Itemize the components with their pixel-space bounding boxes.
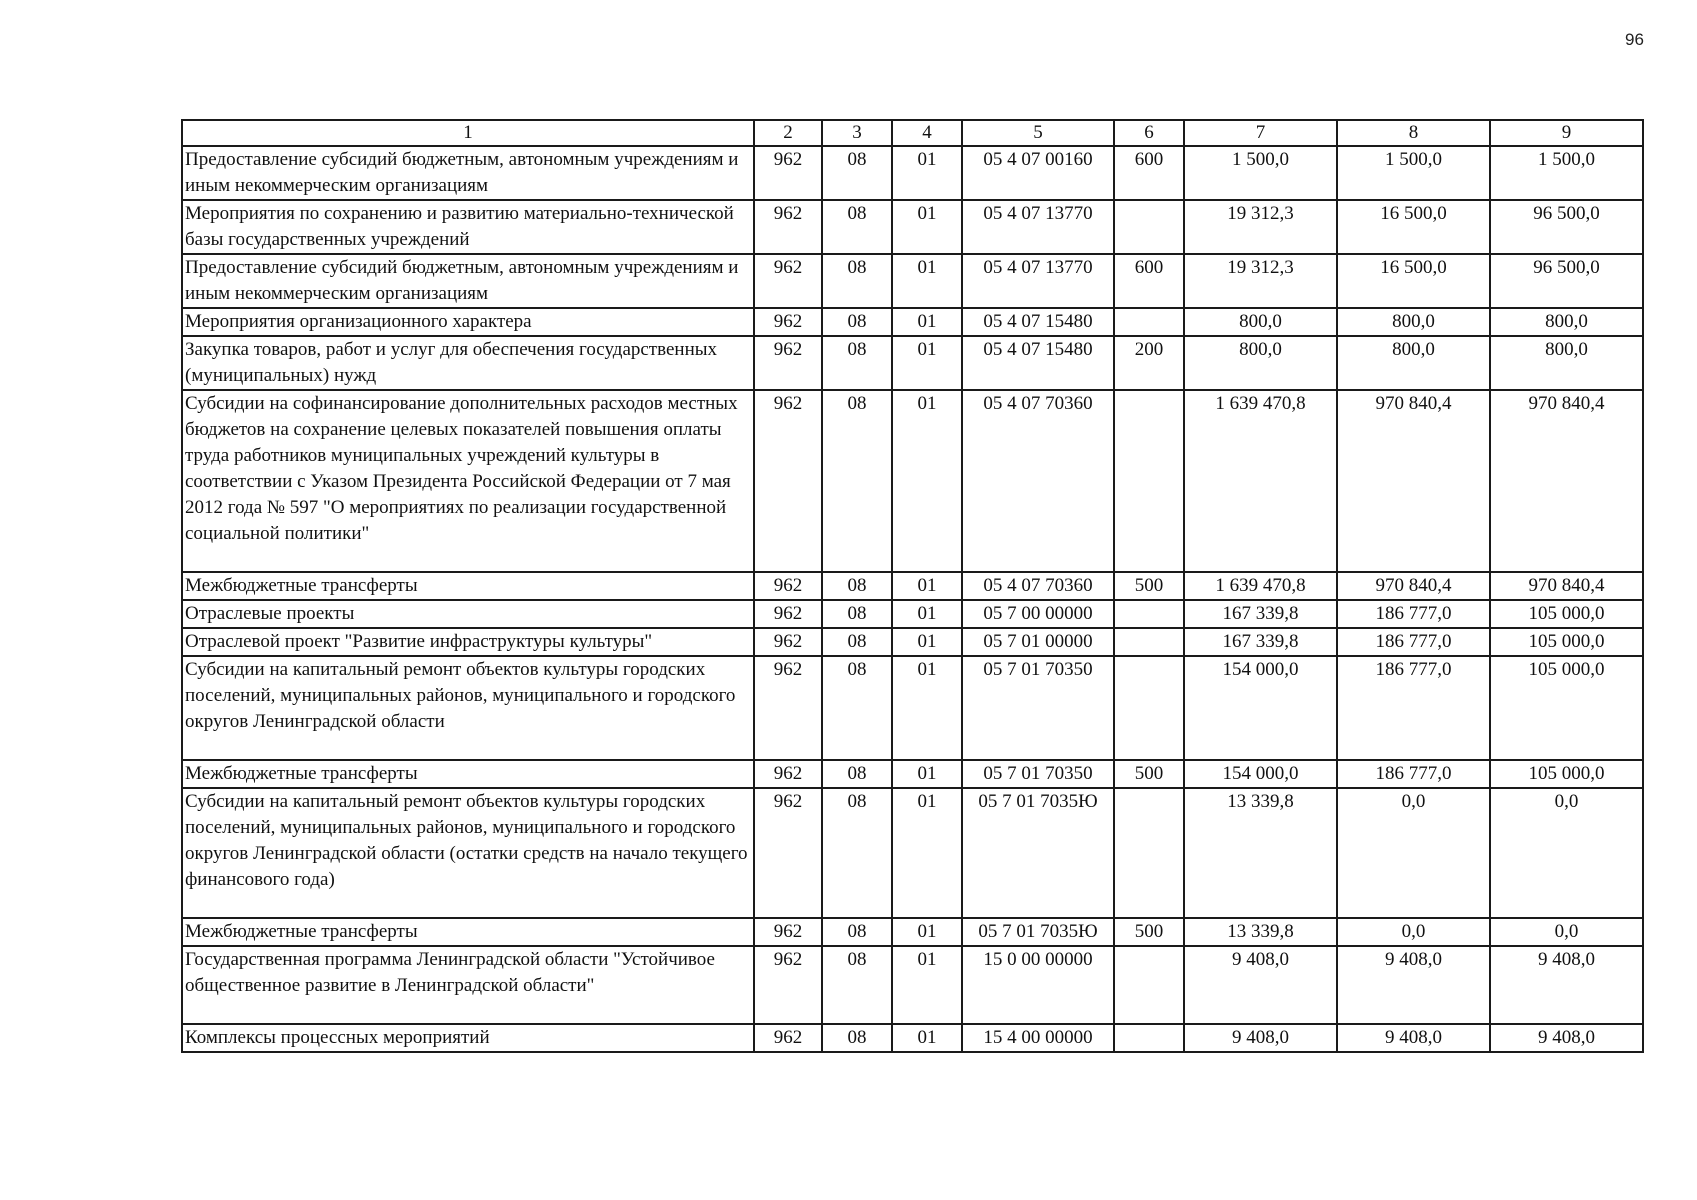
row-code-2: 962 — [754, 600, 822, 628]
row-name: Государственная программа Ленинградской области "Устойчивое общественное развитие в Ленинградской области" — [182, 946, 754, 1024]
row-code-6 — [1114, 656, 1184, 760]
row-value-7: 154 000,0 — [1184, 656, 1337, 760]
page-number: 96 — [1625, 30, 1644, 49]
row-code-5: 15 4 00 00000 — [962, 1024, 1114, 1052]
row-value-9: 105 000,0 — [1490, 656, 1643, 760]
row-code-2: 962 — [754, 788, 822, 918]
row-value-7: 13 339,8 — [1184, 788, 1337, 918]
header-cell: 9 — [1490, 120, 1643, 146]
row-code-3: 08 — [822, 336, 892, 390]
table-row — [182, 336, 1643, 390]
row-code-6: 600 — [1114, 254, 1184, 308]
row-value-7: 800,0 — [1184, 336, 1337, 390]
row-value-9: 800,0 — [1490, 336, 1643, 390]
table-row — [182, 146, 1643, 200]
row-name: Субсидии на капитальный ремонт объектов культуры городских поселений, муниципальных районов, муниципального и городского округов Ленинградской области (остатки средств на начало текущего финансового года) — [182, 788, 754, 918]
row-code-3: 08 — [822, 946, 892, 1024]
row-code-6 — [1114, 946, 1184, 1024]
row-value-9: 9 408,0 — [1490, 1024, 1643, 1052]
row-value-8: 0,0 — [1337, 788, 1490, 918]
row-value-8: 186 777,0 — [1337, 600, 1490, 628]
row-code-3: 08 — [822, 572, 892, 600]
row-code-3: 08 — [822, 788, 892, 918]
row-code-4: 01 — [892, 390, 962, 572]
row-value-7: 1 639 470,8 — [1184, 572, 1337, 600]
row-name: Межбюджетные трансферты — [182, 760, 754, 788]
row-code-3: 08 — [822, 390, 892, 572]
row-code-4: 01 — [892, 336, 962, 390]
row-name: Субсидии на софинансирование дополнительных расходов местных бюджетов на сохранение целевых показателей повышения оплаты труда работников муниципальных учреждений культуры в соответствии с Указом Президента Российской Федерации от 7 мая 2012 года № 597 "О мероприятиях по реализации государственной социальной политики" — [182, 390, 754, 572]
row-code-6 — [1114, 308, 1184, 336]
row-code-2: 962 — [754, 200, 822, 254]
row-code-2: 962 — [754, 308, 822, 336]
row-code-4: 01 — [892, 788, 962, 918]
row-value-7: 1 500,0 — [1184, 146, 1337, 200]
row-value-9: 9 408,0 — [1490, 946, 1643, 1024]
row-code-4: 01 — [892, 200, 962, 254]
header-cell: 6 — [1114, 120, 1184, 146]
header-cell: 4 — [892, 120, 962, 146]
header-cell: 5 — [962, 120, 1114, 146]
row-name: Комплексы процессных мероприятий — [182, 1024, 754, 1052]
row-code-6 — [1114, 600, 1184, 628]
row-code-2: 962 — [754, 336, 822, 390]
row-value-9: 1 500,0 — [1490, 146, 1643, 200]
row-name: Межбюджетные трансферты — [182, 572, 754, 600]
row-value-7: 19 312,3 — [1184, 254, 1337, 308]
row-code-4: 01 — [892, 946, 962, 1024]
row-code-3: 08 — [822, 760, 892, 788]
table-row — [182, 918, 1643, 946]
row-code-5: 05 7 00 00000 — [962, 600, 1114, 628]
row-code-6 — [1114, 788, 1184, 918]
row-code-4: 01 — [892, 572, 962, 600]
row-value-9: 105 000,0 — [1490, 760, 1643, 788]
row-value-7: 19 312,3 — [1184, 200, 1337, 254]
header-cell: 3 — [822, 120, 892, 146]
table-row — [182, 788, 1643, 918]
row-code-6: 500 — [1114, 918, 1184, 946]
row-name: Межбюджетные трансферты — [182, 918, 754, 946]
row-value-7: 13 339,8 — [1184, 918, 1337, 946]
row-value-8: 800,0 — [1337, 336, 1490, 390]
table-row — [182, 628, 1643, 656]
row-code-4: 01 — [892, 146, 962, 200]
row-code-5: 05 4 07 13770 — [962, 200, 1114, 254]
table-header-row — [182, 120, 1643, 146]
row-code-3: 08 — [822, 628, 892, 656]
row-value-9: 105 000,0 — [1490, 600, 1643, 628]
row-code-6: 500 — [1114, 760, 1184, 788]
row-code-3: 08 — [822, 918, 892, 946]
row-code-5: 15 0 00 00000 — [962, 946, 1114, 1024]
row-code-3: 08 — [822, 656, 892, 760]
row-code-5: 05 7 01 7035Ю — [962, 788, 1114, 918]
table-row — [182, 390, 1643, 572]
row-code-2: 962 — [754, 946, 822, 1024]
row-code-6 — [1114, 200, 1184, 254]
row-code-4: 01 — [892, 254, 962, 308]
row-name: Субсидии на капитальный ремонт объектов культуры городских поселений, муниципальных районов, муниципального и городского округов Ленинградской области — [182, 656, 754, 760]
row-code-4: 01 — [892, 308, 962, 336]
header-cell: 1 — [182, 120, 754, 146]
row-code-5: 05 7 01 00000 — [962, 628, 1114, 656]
row-code-3: 08 — [822, 254, 892, 308]
row-value-8: 16 500,0 — [1337, 254, 1490, 308]
row-code-6 — [1114, 390, 1184, 572]
row-code-4: 01 — [892, 1024, 962, 1052]
row-value-7: 9 408,0 — [1184, 946, 1337, 1024]
row-code-5: 05 4 07 70360 — [962, 572, 1114, 600]
row-value-9: 0,0 — [1490, 918, 1643, 946]
row-code-5: 05 4 07 13770 — [962, 254, 1114, 308]
row-value-7: 1 639 470,8 — [1184, 390, 1337, 572]
row-code-2: 962 — [754, 146, 822, 200]
row-value-7: 154 000,0 — [1184, 760, 1337, 788]
table-row — [182, 572, 1643, 600]
table-body — [182, 120, 1643, 1052]
row-value-8: 186 777,0 — [1337, 628, 1490, 656]
row-code-3: 08 — [822, 600, 892, 628]
row-code-3: 08 — [822, 200, 892, 254]
row-value-8: 970 840,4 — [1337, 572, 1490, 600]
row-value-8: 970 840,4 — [1337, 390, 1490, 572]
row-code-6 — [1114, 628, 1184, 656]
table-row — [182, 946, 1643, 1024]
row-code-5: 05 7 01 7035Ю — [962, 918, 1114, 946]
row-code-5: 05 7 01 70350 — [962, 760, 1114, 788]
header-cell: 2 — [754, 120, 822, 146]
table-row — [182, 600, 1643, 628]
row-value-9: 800,0 — [1490, 308, 1643, 336]
header-cell: 8 — [1337, 120, 1490, 146]
table-row — [182, 200, 1643, 254]
row-value-8: 800,0 — [1337, 308, 1490, 336]
row-value-8: 16 500,0 — [1337, 200, 1490, 254]
row-value-8: 9 408,0 — [1337, 946, 1490, 1024]
row-code-5: 05 4 07 15480 — [962, 308, 1114, 336]
row-code-5: 05 4 07 15480 — [962, 336, 1114, 390]
row-name: Закупка товаров, работ и услуг для обеспечения государственных (муниципальных) нужд — [182, 336, 754, 390]
table-row — [182, 760, 1643, 788]
row-value-8: 186 777,0 — [1337, 760, 1490, 788]
row-code-3: 08 — [822, 1024, 892, 1052]
row-code-6: 600 — [1114, 146, 1184, 200]
row-name: Отраслевой проект "Развитие инфраструктуры культуры" — [182, 628, 754, 656]
row-code-4: 01 — [892, 600, 962, 628]
table-row — [182, 656, 1643, 760]
row-code-2: 962 — [754, 572, 822, 600]
row-code-6: 200 — [1114, 336, 1184, 390]
row-code-4: 01 — [892, 656, 962, 760]
row-code-2: 962 — [754, 918, 822, 946]
row-code-2: 962 — [754, 628, 822, 656]
row-code-5: 05 7 01 70350 — [962, 656, 1114, 760]
row-name: Мероприятия организационного характера — [182, 308, 754, 336]
row-value-9: 970 840,4 — [1490, 572, 1643, 600]
row-value-9: 96 500,0 — [1490, 254, 1643, 308]
row-value-8: 0,0 — [1337, 918, 1490, 946]
row-code-6 — [1114, 1024, 1184, 1052]
row-name: Мероприятия по сохранению и развитию материально-технической базы государственных учреждений — [182, 200, 754, 254]
row-code-5: 05 4 07 70360 — [962, 390, 1114, 572]
row-name: Предоставление субсидий бюджетным, автономным учреждениям и иным некоммерческим организациям — [182, 254, 754, 308]
row-code-5: 05 4 07 00160 — [962, 146, 1114, 200]
row-code-2: 962 — [754, 390, 822, 572]
table-row — [182, 1024, 1643, 1052]
row-name: Предоставление субсидий бюджетным, автономным учреждениям и иным некоммерческим организациям — [182, 146, 754, 200]
row-code-4: 01 — [892, 918, 962, 946]
header-cell: 7 — [1184, 120, 1337, 146]
row-code-2: 962 — [754, 656, 822, 760]
row-code-4: 01 — [892, 628, 962, 656]
row-value-8: 9 408,0 — [1337, 1024, 1490, 1052]
row-code-3: 08 — [822, 308, 892, 336]
row-value-7: 167 339,8 — [1184, 628, 1337, 656]
row-value-7: 800,0 — [1184, 308, 1337, 336]
row-name: Отраслевые проекты — [182, 600, 754, 628]
budget-table — [181, 119, 1644, 1053]
row-value-7: 167 339,8 — [1184, 600, 1337, 628]
row-code-3: 08 — [822, 146, 892, 200]
row-value-9: 0,0 — [1490, 788, 1643, 918]
table-row — [182, 308, 1643, 336]
row-value-8: 186 777,0 — [1337, 656, 1490, 760]
row-value-9: 96 500,0 — [1490, 200, 1643, 254]
row-code-2: 962 — [754, 1024, 822, 1052]
row-code-2: 962 — [754, 254, 822, 308]
row-value-9: 970 840,4 — [1490, 390, 1643, 572]
table-row — [182, 254, 1643, 308]
row-code-2: 962 — [754, 760, 822, 788]
row-value-9: 105 000,0 — [1490, 628, 1643, 656]
row-code-4: 01 — [892, 760, 962, 788]
row-value-8: 1 500,0 — [1337, 146, 1490, 200]
row-value-7: 9 408,0 — [1184, 1024, 1337, 1052]
row-code-6: 500 — [1114, 572, 1184, 600]
